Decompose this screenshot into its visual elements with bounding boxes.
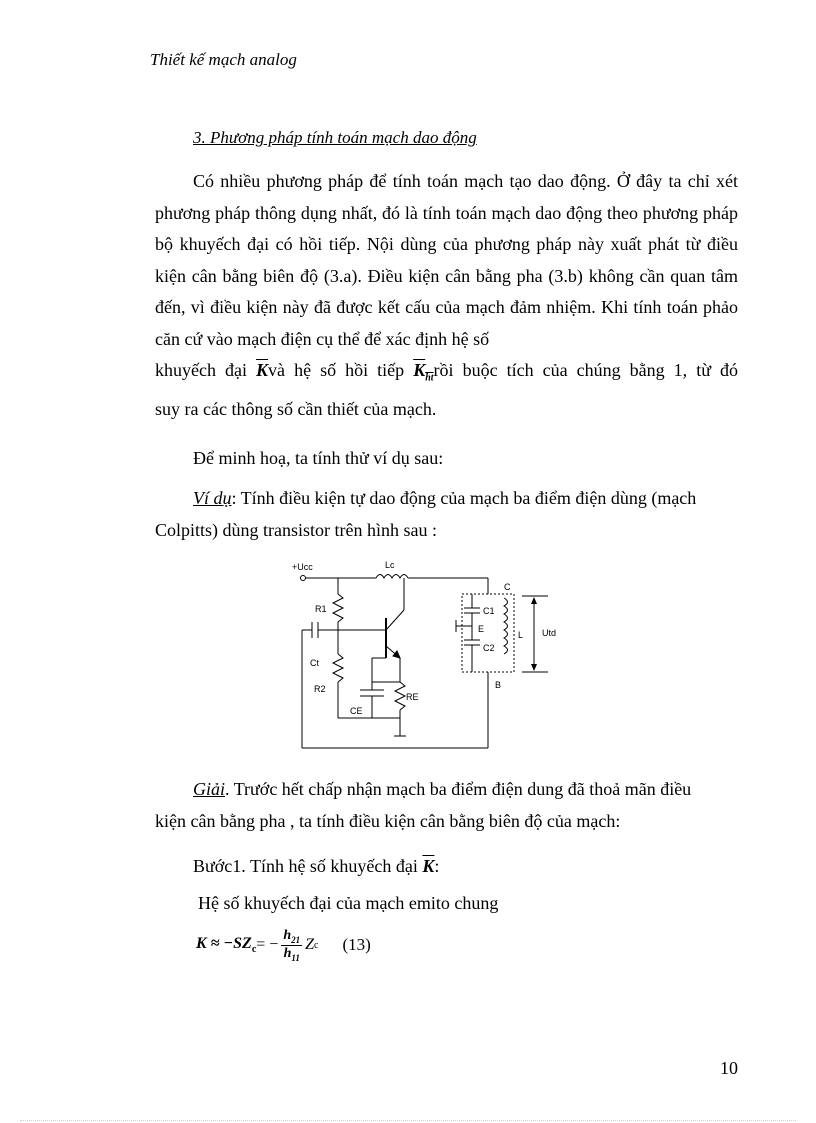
label-ct: Ct bbox=[310, 658, 319, 668]
solution-line2: kiện cân bằng pha , ta tính điều kiện cân bằng biên độ của mạch: bbox=[155, 810, 621, 831]
text-fragment: và hệ số hồi tiếp bbox=[268, 360, 414, 380]
label-c: C bbox=[504, 582, 511, 592]
colpitts-circuit-diagram bbox=[290, 558, 570, 754]
num-h: h bbox=[283, 928, 292, 943]
paragraph-method-line3: suy ra các thông số cần thiết của mạch. bbox=[155, 399, 437, 420]
step1-text: Bước1. Tính hệ số khuyếch đại bbox=[193, 856, 423, 876]
step1-line bbox=[193, 856, 439, 877]
var-Kht bbox=[413, 360, 434, 384]
formula-numerator bbox=[281, 928, 302, 946]
example-line2: Colpitts) dùng transistor trên hình sau : bbox=[155, 519, 437, 540]
section-title: 3. Phương pháp tính toán mạch dao động bbox=[193, 128, 477, 147]
formula-eq: = − bbox=[256, 936, 279, 954]
step1-var-K: $\overline{K}$ bbox=[422, 856, 435, 876]
den-h: h bbox=[283, 945, 292, 961]
var-Kht-sub: ht bbox=[425, 372, 434, 384]
label-l: L bbox=[518, 630, 524, 640]
label-e: E bbox=[478, 624, 485, 634]
text-fragment: khuyếch đại bbox=[155, 360, 257, 380]
page-number: 10 bbox=[720, 1058, 738, 1078]
ucc-terminal bbox=[301, 576, 306, 581]
example-label: Ví dụ bbox=[193, 488, 232, 508]
label-r1: R1 bbox=[315, 604, 327, 614]
illustrate-line: Để minh hoạ, ta tính thử ví dụ sau: bbox=[193, 448, 444, 468]
den-sub: 11 bbox=[291, 952, 300, 963]
num-sub: 21 bbox=[291, 934, 301, 945]
solution-line1 bbox=[155, 774, 738, 806]
solution-paragraph bbox=[155, 774, 738, 837]
var-K: $\overline{K}$ bbox=[256, 360, 269, 380]
r1-resistor bbox=[333, 594, 343, 622]
gain-line: Hệ số khuyếch đại của mạch emito chung bbox=[198, 893, 499, 913]
example-text: : Tính điều kiện tự dao động của mạch ba điểm điện dùng (mạch bbox=[231, 488, 697, 508]
text-fragment: rồi buộc tích của chúng bằng 1, từ đó bbox=[433, 360, 738, 380]
label-lc: Lc bbox=[385, 560, 395, 570]
paragraph-method-line2 bbox=[155, 355, 738, 394]
r2-resistor bbox=[333, 654, 343, 682]
label-r2: R2 bbox=[314, 684, 326, 694]
page-header: Thiết kế mạch analog bbox=[150, 50, 297, 69]
label-c2: C2 bbox=[483, 643, 495, 653]
paragraph-method bbox=[155, 166, 738, 426]
paragraph-method-text: Có nhiều phương pháp để tính toán mạch tạo dao động. Ở đây ta chỉ xét phương pháp thông dụng nhất, đó là tính toán mạch dao động theo phương pháp bộ khuyếch đại có hồi tiếp. Nội dùng của phương pháp này xuất phát từ điều kiện cân bằng biên độ (3.a). Điều kiện cân bằng pha (3.b) không cần quan tâm đến, vì điều kiện này đã được kết cấu của mạch đảm nhiệm. Khi tính toán phảo căn cứ vào mạch điện cụ thể để xác định hệ số bbox=[155, 171, 738, 349]
label-ucc: +Ucc bbox=[292, 562, 313, 572]
l-inductor bbox=[504, 598, 508, 654]
formula-lhs-sub: c bbox=[251, 944, 257, 956]
formula-lhs: K ≈ −SZ bbox=[196, 935, 252, 953]
lc-inductor bbox=[376, 575, 408, 579]
var-Kht-base: K bbox=[413, 360, 426, 380]
example-paragraph bbox=[155, 483, 738, 546]
solution-label: Giải bbox=[193, 779, 226, 799]
label-utd: Utd bbox=[542, 628, 557, 638]
formula-13 bbox=[196, 928, 371, 963]
label-ce: CE bbox=[350, 706, 363, 716]
re-resistor bbox=[395, 682, 405, 710]
page-bottom-border bbox=[20, 1120, 796, 1121]
step1-colon: : bbox=[434, 856, 440, 876]
label-b: B bbox=[495, 680, 502, 690]
label-c1: C1 bbox=[483, 606, 495, 616]
formula-rhs-sub: c bbox=[314, 939, 319, 951]
formula-rhs: Z bbox=[305, 936, 315, 954]
label-re: RE bbox=[406, 692, 419, 702]
example-line1 bbox=[155, 483, 738, 515]
formula-label: (13) bbox=[342, 935, 371, 955]
formula-denominator bbox=[284, 946, 300, 963]
solution-text: . Trước hết chấp nhận mạch ba điểm điện dung đã thoả mãn điều bbox=[225, 779, 692, 799]
formula-fraction bbox=[281, 928, 302, 963]
